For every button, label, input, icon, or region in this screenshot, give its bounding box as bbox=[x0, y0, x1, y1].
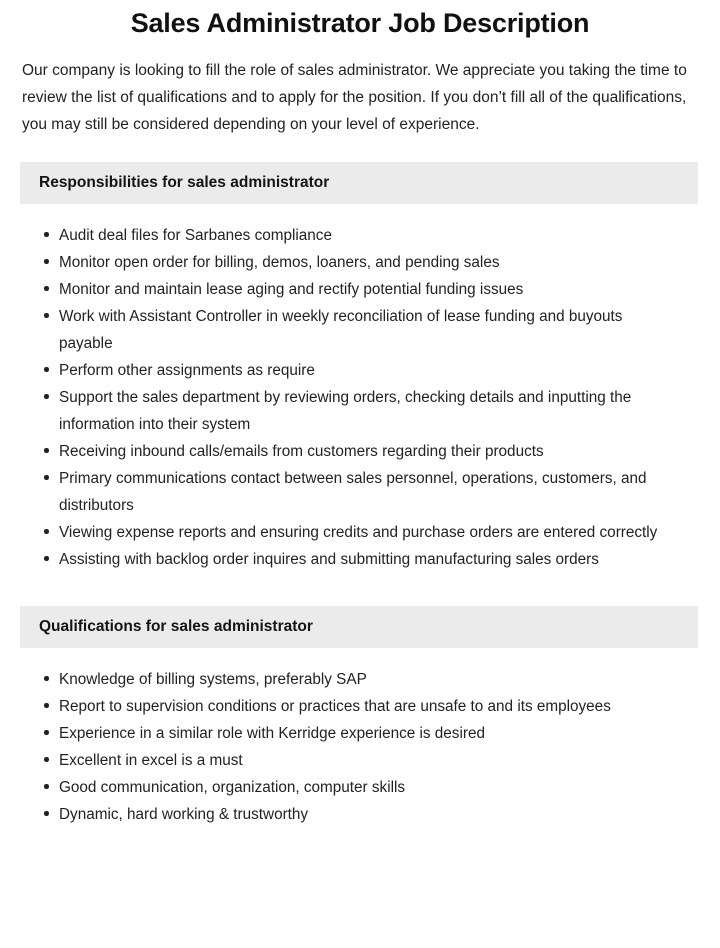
list-item bbox=[0, 303, 720, 357]
list-item bbox=[0, 465, 720, 519]
list-item bbox=[0, 693, 720, 720]
bullet-icon bbox=[44, 232, 49, 237]
list-item-text: Viewing expense reports and ensuring credits and purchase orders are entered correctly bbox=[59, 524, 658, 541]
list-item-text: Work with Assistant Controller in weekly reconciliation of lease funding and buyouts payable bbox=[59, 308, 623, 352]
bullet-icon bbox=[44, 313, 49, 318]
list-item-text: Good communication, organization, computer skills bbox=[59, 779, 406, 796]
bullet-icon bbox=[44, 811, 49, 816]
list-item bbox=[0, 357, 720, 384]
list-item bbox=[0, 546, 720, 573]
bullet-icon bbox=[44, 703, 49, 708]
section-responsibilities bbox=[0, 162, 720, 573]
list-item bbox=[0, 276, 720, 303]
section-heading-band-qualifications bbox=[20, 606, 698, 648]
section-heading-band-responsibilities bbox=[20, 162, 698, 204]
bullet-icon bbox=[44, 676, 49, 681]
list-item bbox=[0, 801, 720, 828]
list-item-text: Excellent in excel is a must bbox=[59, 752, 243, 769]
list-item bbox=[0, 384, 720, 438]
list-item-text: Support the sales department by reviewing orders, checking details and inputting the information into their system bbox=[59, 389, 632, 433]
bullet-icon bbox=[44, 784, 49, 789]
list-item bbox=[0, 666, 720, 693]
section-qualifications bbox=[0, 606, 720, 828]
bullet-icon bbox=[44, 448, 49, 453]
list-item-text: Assisting with backlog order inquires and submitting manufacturing sales orders bbox=[59, 551, 599, 568]
list-item-text: Report to supervision conditions or practices that are unsafe to and its employees bbox=[59, 698, 611, 715]
bullet-icon bbox=[44, 529, 49, 534]
bullet-icon bbox=[44, 757, 49, 762]
list-item bbox=[0, 720, 720, 747]
list-item-text: Knowledge of billing systems, preferably SAP bbox=[59, 671, 367, 688]
list-item bbox=[0, 249, 720, 276]
list-item bbox=[0, 222, 720, 249]
list-item-text: Monitor and maintain lease aging and rectify potential funding issues bbox=[59, 281, 524, 298]
bullet-icon bbox=[44, 286, 49, 291]
list-item bbox=[0, 519, 720, 546]
bullet-icon bbox=[44, 730, 49, 735]
list-item-text: Receiving inbound calls/emails from customers regarding their products bbox=[59, 443, 544, 460]
list-item bbox=[0, 774, 720, 801]
list-item-text: Dynamic, hard working & trustworthy bbox=[59, 806, 309, 823]
bullet-icon bbox=[44, 367, 49, 372]
bullet-icon bbox=[44, 259, 49, 264]
bullet-icon bbox=[44, 556, 49, 561]
section-heading-responsibilities: Responsibilities for sales administrator bbox=[39, 174, 330, 191]
list-item bbox=[0, 747, 720, 774]
list-item bbox=[0, 438, 720, 465]
list-item-text: Audit deal files for Sarbanes compliance bbox=[59, 227, 332, 244]
qualifications-list bbox=[0, 648, 720, 828]
intro-paragraph: Our company is looking to fill the role of sales administrator. We appreciate you taking the time to review the list of qualifications and to apply for the position. If you don’t fill all of the qualifications, you may still be considered depending on your level of experience. bbox=[22, 62, 687, 133]
section-heading-qualifications: Qualifications for sales administrator bbox=[39, 618, 313, 635]
list-item-text: Perform other assignments as require bbox=[59, 362, 315, 379]
bullet-icon bbox=[44, 475, 49, 480]
list-item-text: Monitor open order for billing, demos, loaners, and pending sales bbox=[59, 254, 500, 271]
list-item-text: Primary communications contact between sales personnel, operations, customers, and distributors bbox=[59, 470, 647, 514]
list-item-text: Experience in a similar role with Kerridge experience is desired bbox=[59, 725, 485, 742]
bullet-icon bbox=[44, 394, 49, 399]
page-title: Sales Administrator Job Description bbox=[130, 8, 590, 38]
responsibilities-list bbox=[0, 204, 720, 573]
